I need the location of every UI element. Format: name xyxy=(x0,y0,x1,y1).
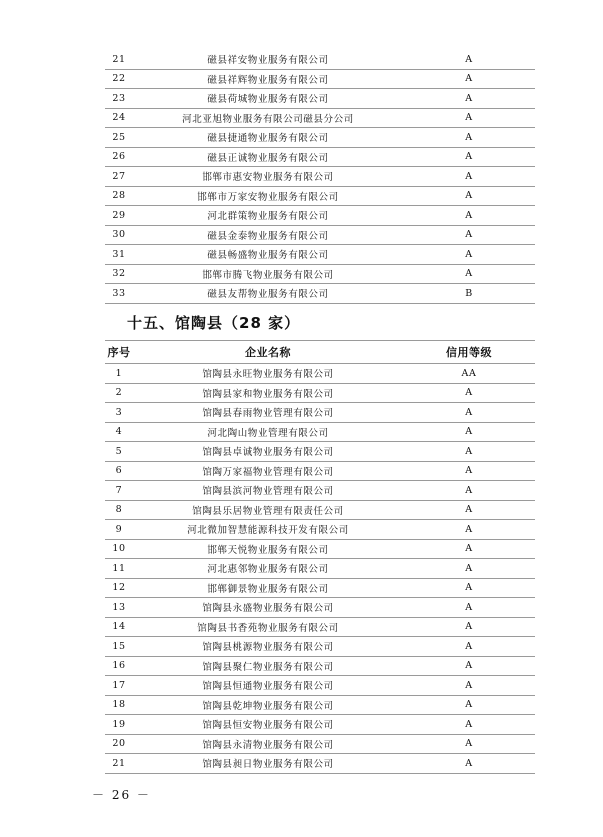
row-number: 31 xyxy=(112,248,126,260)
company-name: 邯郸市惠安物业服务有限公司 xyxy=(202,172,334,184)
row-number: 22 xyxy=(112,73,126,85)
table-row xyxy=(105,422,535,442)
table-row xyxy=(105,442,535,462)
table-row xyxy=(105,539,535,559)
column-header-number: 序号 xyxy=(107,346,131,359)
row-number: 29 xyxy=(112,209,126,221)
company-name: 馆陶县卓诚物业服务有限公司 xyxy=(202,447,334,459)
credit-rating: A xyxy=(465,209,473,221)
row-number: 24 xyxy=(112,112,126,124)
table-row xyxy=(105,167,535,187)
credit-rating: A xyxy=(465,92,473,104)
table-row xyxy=(105,50,535,69)
table-row xyxy=(105,578,535,598)
table-row xyxy=(105,559,535,579)
table-row xyxy=(105,481,535,501)
company-name: 磁县祥辉物业服务有限公司 xyxy=(207,74,329,86)
row-number: 1 xyxy=(115,367,123,379)
row-number: 8 xyxy=(115,504,123,516)
company-name: 馆陶县恒安物业服务有限公司 xyxy=(202,720,334,732)
table-row xyxy=(105,403,535,423)
row-number: 20 xyxy=(112,738,126,750)
credit-rating: A xyxy=(465,112,473,124)
credit-rating: A xyxy=(465,543,473,555)
row-number: 19 xyxy=(112,718,126,730)
table-row xyxy=(105,69,535,89)
table-row xyxy=(105,656,535,676)
credit-rating: A xyxy=(465,445,473,457)
table-row xyxy=(105,617,535,637)
table-row xyxy=(105,695,535,715)
table-row xyxy=(105,264,535,284)
table-row xyxy=(105,206,535,226)
credit-rating: A xyxy=(465,523,473,535)
table-row xyxy=(105,89,535,109)
table-body xyxy=(105,50,535,303)
table-row xyxy=(105,754,535,774)
company-name: 河北微加智慧能源科技开发有限公司 xyxy=(187,525,349,537)
company-name: 馆陶县聚仁物业服务有限公司 xyxy=(202,661,334,673)
column-header-company-name: 企业名称 xyxy=(245,346,291,359)
row-number: 30 xyxy=(112,229,126,241)
table-row xyxy=(105,245,535,265)
company-name: 馆陶县桃源物业服务有限公司 xyxy=(202,642,334,654)
row-number: 28 xyxy=(112,190,126,202)
row-number: 25 xyxy=(112,131,126,143)
column-header-credit-rating: 信用等级 xyxy=(446,346,492,359)
table-row xyxy=(105,186,535,206)
row-number: 5 xyxy=(115,445,123,457)
company-name: 馆陶县春雨物业管理有限公司 xyxy=(202,408,334,420)
company-name: 馆陶县昶日物业服务有限公司 xyxy=(202,759,334,771)
credit-rating: A xyxy=(465,151,473,163)
company-name: 馆陶县家和物业服务有限公司 xyxy=(202,388,334,400)
row-number: 6 xyxy=(115,465,123,477)
table-row xyxy=(105,284,535,304)
row-number: 10 xyxy=(112,543,126,555)
credit-rating: A xyxy=(465,757,473,769)
company-name: 邯郸市万家安物业服务有限公司 xyxy=(197,191,339,203)
credit-rating: B xyxy=(465,287,473,299)
company-name: 磁县祥安物业服务有限公司 xyxy=(207,55,329,67)
company-name: 馆陶县永旺物业服务有限公司 xyxy=(202,369,334,381)
row-number: 32 xyxy=(112,268,126,280)
company-name: 邯郸市腾飞物业服务有限公司 xyxy=(202,269,334,281)
credit-rating: A xyxy=(465,229,473,241)
company-name: 馆陶县永盛物业服务有限公司 xyxy=(202,603,334,615)
table-header xyxy=(105,341,535,364)
table-row xyxy=(105,637,535,657)
row-number: 23 xyxy=(112,92,126,104)
company-name: 馆陶县书香苑物业服务有限公司 xyxy=(197,622,339,634)
table-row xyxy=(105,520,535,540)
company-name: 馆陶县恒通物业服务有限公司 xyxy=(202,681,334,693)
row-number: 2 xyxy=(115,387,123,399)
credit-rating: A xyxy=(465,640,473,652)
table-row xyxy=(105,598,535,618)
table-row xyxy=(105,461,535,481)
table-row xyxy=(105,225,535,245)
page-number: － 26 － xyxy=(92,788,151,802)
credit-rating: A xyxy=(465,621,473,633)
company-name: 馆陶县滨河物业管理有限公司 xyxy=(202,486,334,498)
row-number: 7 xyxy=(115,484,123,496)
company-name: 磁县荷城物业服务有限公司 xyxy=(207,94,329,106)
row-number: 3 xyxy=(115,406,123,418)
credit-rating: AA xyxy=(461,367,477,379)
credit-rating: A xyxy=(465,387,473,399)
credit-rating: A xyxy=(465,718,473,730)
credit-rating: A xyxy=(465,268,473,280)
row-number: 14 xyxy=(112,621,126,633)
table-row xyxy=(105,715,535,735)
company-name: 磁县金泰物业服务有限公司 xyxy=(207,230,329,242)
company-name: 馆陶县乾坤物业服务有限公司 xyxy=(202,700,334,712)
row-number: 21 xyxy=(112,757,126,769)
row-number: 11 xyxy=(112,562,126,574)
row-number: 15 xyxy=(112,640,126,652)
company-name: 磁县友帮物业服务有限公司 xyxy=(207,289,329,301)
row-number: 4 xyxy=(115,426,123,438)
credit-rating: A xyxy=(465,248,473,260)
credit-rating: A xyxy=(465,170,473,182)
credit-rating: A xyxy=(465,660,473,672)
company-name: 馆陶万家福物业管理有限公司 xyxy=(202,466,334,478)
credit-rating: A xyxy=(465,679,473,691)
company-name: 磁县畅盛物业服务有限公司 xyxy=(207,250,329,262)
credit-rating-table xyxy=(105,340,535,774)
table-row xyxy=(105,108,535,128)
row-number: 9 xyxy=(115,523,123,535)
row-number: 27 xyxy=(112,170,126,182)
table-row xyxy=(105,364,535,384)
company-name: 河北陶山物业管理有限公司 xyxy=(207,427,329,439)
row-number: 17 xyxy=(112,679,126,691)
credit-rating: A xyxy=(465,484,473,496)
row-number: 13 xyxy=(112,601,126,613)
section-heading: 十五、馆陶县（28 家） xyxy=(127,314,301,332)
table-row xyxy=(105,383,535,403)
credit-rating: A xyxy=(465,73,473,85)
table-row xyxy=(105,734,535,754)
company-name: 馆陶县乐居物业管理有限责任公司 xyxy=(192,505,344,517)
row-number: 18 xyxy=(112,699,126,711)
credit-rating: A xyxy=(465,582,473,594)
credit-rating: A xyxy=(465,562,473,574)
row-number: 26 xyxy=(112,151,126,163)
company-name: 邯郸天悦物业服务有限公司 xyxy=(207,544,329,556)
credit-rating: A xyxy=(465,601,473,613)
company-name: 邯郸御景物业服务有限公司 xyxy=(207,583,329,595)
company-name: 磁县正诚物业服务有限公司 xyxy=(207,152,329,164)
company-name: 河北亚旭物业服务有限公司磁县分公司 xyxy=(182,113,354,125)
credit-rating: A xyxy=(465,53,473,65)
credit-rating: A xyxy=(465,504,473,516)
company-name: 河北群策物业服务有限公司 xyxy=(207,211,329,223)
credit-rating: A xyxy=(465,738,473,750)
credit-rating: A xyxy=(465,406,473,418)
table-body xyxy=(105,364,535,774)
credit-rating: A xyxy=(465,699,473,711)
row-number: 21 xyxy=(112,53,126,65)
row-number: 16 xyxy=(112,660,126,672)
credit-rating: A xyxy=(465,465,473,477)
company-name: 磁县捷通物业服务有限公司 xyxy=(207,133,329,145)
table-row xyxy=(105,128,535,148)
row-number: 12 xyxy=(112,582,126,594)
credit-rating: A xyxy=(465,131,473,143)
table-row xyxy=(105,500,535,520)
company-name: 馆陶县永清物业服务有限公司 xyxy=(202,739,334,751)
header-row xyxy=(105,341,535,364)
credit-rating: A xyxy=(465,190,473,202)
row-number: 33 xyxy=(112,287,126,299)
table-row xyxy=(105,147,535,167)
credit-rating: A xyxy=(465,426,473,438)
company-name: 河北惠邻物业服务有限公司 xyxy=(207,564,329,576)
table-row xyxy=(105,676,535,696)
credit-rating-table-continued xyxy=(105,50,535,304)
